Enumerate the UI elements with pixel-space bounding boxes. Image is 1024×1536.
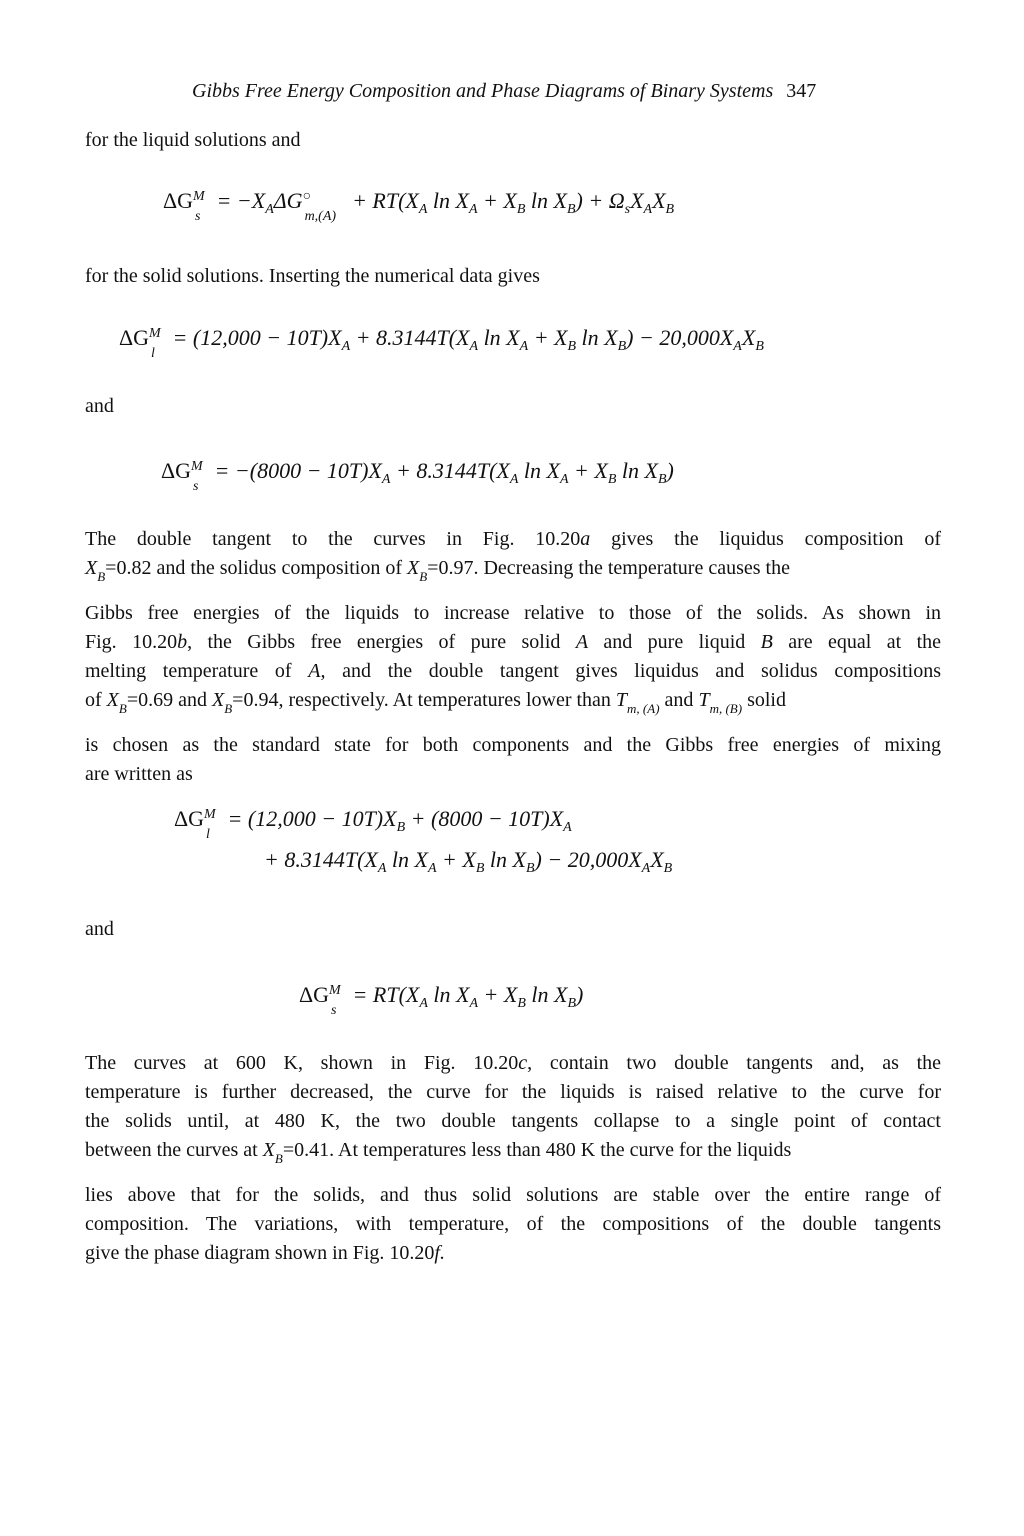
running-header <box>192 80 932 103</box>
text-line: melting temperature of A, and the double tangent gives liquidus and solidus compositions <box>85 660 941 682</box>
paragraph-3 <box>85 392 941 421</box>
text-line: for the solid solutions. Inserting the numerical data gives <box>85 265 540 287</box>
text-line: The curves at 600 K, shown in Fig. 10.20c, contain two double tangents and, as the <box>85 1052 941 1074</box>
running-title: Gibbs Free Energy Composition and Phase Diagrams of Binary Systems <box>192 80 774 102</box>
text-line: for the liquid solutions and <box>85 129 301 151</box>
paragraph-1 <box>85 126 941 155</box>
text-line: Gibbs free energies of the liquids to increase relative to those of the solids. As shown in <box>85 602 941 624</box>
text-line: between the curves at $X_B=0.41$. At temperatures less than 480 K the curve for the liquids <box>85 1139 792 1166</box>
text-line: and <box>85 395 114 417</box>
text-line: The double tangent to the curves in Fig. 10.20a gives the liquidus composition of <box>85 528 941 550</box>
paragraph-6 <box>85 1049 941 1268</box>
text-line: of $X_B=0.69$ and $X_B=0.94$, respectively. At temperatures lower than $T_{m, (A)}$ and $T_{m, (B)}$ solid <box>85 689 786 716</box>
equation-1: ΔG M s = $-X_A\Delta G$ ○ m,(A) + $RT(X_A$ $\ln X_A + X_B$ $\ln X_B) + \Omega_sX_AX_B$ <box>163 188 675 224</box>
text-line: temperature is further decreased, the curve for the liquids is raised relative to the curve for <box>85 1081 941 1103</box>
equation-4-line-1: ΔG M l = $(12,000 - 10T)X_B + (8000 - 10T)X_A$ <box>174 806 572 842</box>
equation-2: ΔG M l = $(12,000 - 10T)X_A + 8.3144T(X_A$ $\ln X_A + X_B$ $\ln X_B) - 20,000X_AX_B$ <box>119 325 764 361</box>
text-line: is chosen as the standard state for both components and the Gibbs free energies of mixing <box>85 734 941 756</box>
text-line: lies above that for the solids, and thus solid solutions are stable over the entire range of <box>85 1184 941 1206</box>
paragraph-4 <box>85 525 941 789</box>
text-line: and <box>85 918 114 940</box>
equation-5: ΔG M s = $RT(X_A$ $\ln X_A + X_B$ $\ln X_B$) <box>299 982 584 1018</box>
equation-4-line-2: + $8.3144T(X_A$ $\ln X_A + X_B$ $\ln X_B) - 20,000X_AX_B$ <box>264 847 673 876</box>
text-line: composition. The variations, with temperature, of the compositions of the double tangents <box>85 1213 941 1235</box>
paragraph-5 <box>85 915 941 944</box>
text-line: Fig. 10.20b, the Gibbs free energies of pure solid A and pure liquid B are equal at the <box>85 631 942 653</box>
equation-3: ΔG M s = $-(8000 - 10T)X_A + 8.3144T(X_A$ $\ln X_A + X_B$ $\ln X_B$) <box>161 458 674 494</box>
page-number: 347 <box>786 80 817 102</box>
text-line: give the phase diagram shown in Fig. 10.20f. <box>85 1242 445 1264</box>
paragraph-2 <box>85 262 941 291</box>
text-line: are written as <box>85 763 193 785</box>
text-line: $X_B=0.82$ and the solidus composition of $X_B=0.97$. Decreasing the temperature causes the <box>85 557 790 584</box>
text-line: the solids until, at 480 K, the two double tangents collapse to a single point of contact <box>85 1110 941 1132</box>
